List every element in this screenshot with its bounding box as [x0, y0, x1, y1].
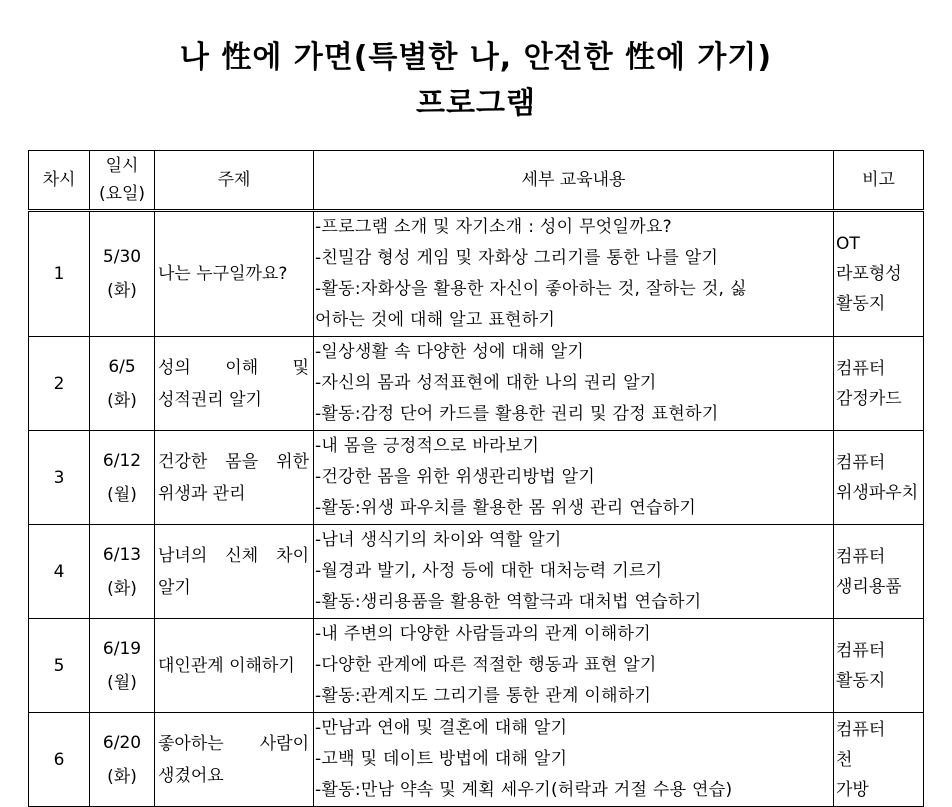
note-line: 생리용품: [836, 576, 902, 597]
document-title: 나 性에 가면(특별한 나, 안전한 性에 가기): [179, 40, 773, 75]
detail-line: -활동:생리용품을 활용한 역할극과 대처법 연습하기: [315, 592, 702, 612]
note-line: 위생파우치: [836, 482, 919, 503]
session-note-cell: [834, 431, 924, 525]
session-topic-cell: [155, 211, 314, 337]
session-detail-cell: [314, 431, 834, 525]
note-line: 활동지: [836, 294, 886, 314]
note-line: 컴퓨터: [836, 358, 886, 379]
session-note-cell: [834, 525, 924, 619]
detail-line: -활동:위생 파우치를 활용한 몸 위생 관리 연습하기: [315, 498, 697, 518]
note-line: OT: [836, 234, 860, 254]
session-date: 6/12: [102, 450, 142, 471]
note-line: 라포형성: [836, 264, 902, 284]
session-date-cell: [90, 211, 155, 337]
session-number: 1: [29, 211, 90, 337]
note-line: 감정카드: [836, 388, 902, 409]
document-subtitle: 프로그램: [416, 86, 536, 121]
detail-line: -친밀감 형성 게임 및 자화상 그리기를 통한 나를 알기: [315, 248, 719, 268]
session-topic-line: 좋아하는 사람이: [158, 733, 309, 754]
session-note-cell: [834, 713, 924, 807]
session-topic-cell: [155, 619, 314, 713]
header-topic: 주제: [155, 151, 314, 211]
session-date-cell: [90, 713, 155, 807]
session-date: 5/30: [102, 247, 142, 267]
session-day: (화): [107, 390, 137, 411]
session-date-cell: [90, 619, 155, 713]
session-day: (화): [107, 766, 137, 787]
note-line: 컴퓨터: [836, 640, 886, 661]
session-detail-cell: [314, 619, 834, 713]
session-day: (화): [107, 281, 137, 301]
detail-line: -활동:만남 약속 및 계획 세우기(허락과 거절 수용 연습): [315, 780, 733, 800]
session-date: 6/13: [102, 544, 142, 565]
table-row: [29, 337, 924, 431]
detail-line: -다양한 관계에 따른 적절한 행동과 표현 알기: [315, 655, 657, 675]
header-date-label: 일시: [105, 156, 139, 176]
session-detail-cell: [314, 211, 834, 337]
table-row: [29, 525, 924, 619]
session-topic-line: 알기: [158, 577, 191, 598]
detail-line: -고백 및 데이트 방법에 대해 알기: [315, 749, 568, 769]
session-date-cell: [90, 525, 155, 619]
header-detail: 세부 교육내용: [314, 151, 834, 211]
header-note: 비고: [834, 151, 924, 211]
note-line: 활동지: [836, 670, 886, 691]
table-row: [29, 713, 924, 807]
session-date: 6/5: [108, 356, 136, 377]
session-date-cell: [90, 337, 155, 431]
detail-line: -건강한 몸을 위한 위생관리방법 알기: [315, 467, 596, 487]
session-date: 6/20: [102, 732, 142, 753]
detail-line: -월경과 발기, 사정 등에 대한 대처능력 기르기: [315, 561, 663, 581]
note-line: 천: [836, 749, 853, 770]
session-topic-line: 남녀의 신체 차이: [158, 545, 309, 566]
session-topic-cell: [155, 525, 314, 619]
session-topic-line: 생겼어요: [158, 765, 224, 786]
table-header-row: [29, 151, 924, 211]
table-row: [29, 431, 924, 525]
session-detail-cell: [314, 337, 834, 431]
detail-line: -활동:감정 단어 카드를 활용한 권리 및 감정 표현하기: [315, 404, 719, 424]
session-date: 6/19: [102, 638, 142, 659]
program-table-body: [29, 211, 924, 807]
note-line: 가방: [836, 779, 869, 800]
session-topic-line: 대인관계 이해하기: [158, 655, 295, 676]
session-topic-cell: [155, 431, 314, 525]
session-date-cell: [90, 431, 155, 525]
note-line: 컴퓨터: [836, 719, 886, 740]
detail-line: -만남과 연애 및 결혼에 대해 알기: [315, 718, 568, 738]
session-number: 4: [29, 525, 90, 619]
note-line: 컴퓨터: [836, 546, 886, 567]
table-row: [29, 211, 924, 337]
detail-line: -자신의 몸과 성적표현에 대한 나의 권리 알기: [315, 373, 657, 393]
session-number: 2: [29, 337, 90, 431]
table-row: [29, 619, 924, 713]
detail-line: -일상생활 속 다양한 성에 대해 알기: [315, 342, 585, 362]
session-detail-cell: [314, 713, 834, 807]
session-topic-line: 건강한 몸을 위한: [158, 451, 309, 472]
session-detail-cell: [314, 525, 834, 619]
session-note-cell: [834, 619, 924, 713]
header-day-label: (요일): [98, 184, 146, 204]
detail-line: -남녀 생식기의 차이와 역할 알기: [315, 530, 562, 550]
session-number: 6: [29, 713, 90, 807]
session-topic-line: 성적권리 알기: [158, 389, 262, 410]
session-topic-cell: [155, 337, 314, 431]
session-topic-line: 나는 누구일까요?: [158, 264, 288, 284]
session-day: (월): [107, 672, 137, 693]
note-line: 컴퓨터: [836, 452, 886, 473]
session-topic-line: 위생과 관리: [158, 483, 246, 504]
session-note-cell: [834, 337, 924, 431]
detail-line: -내 몸을 긍정적으로 바라보기: [315, 436, 540, 456]
session-day: (월): [107, 484, 137, 505]
header-date: [90, 151, 155, 211]
session-day: (화): [107, 578, 137, 599]
session-note-cell: [834, 211, 924, 337]
session-topic-line: 성의 이해 및: [158, 357, 309, 378]
detail-line: -내 주변의 다양한 사람들과의 관계 이해하기: [315, 624, 651, 644]
detail-line: -활동:자화상을 활용한 자신이 좋아하는 것, 잘하는 것, 싫: [315, 279, 747, 299]
detail-line: -활동:관계지도 그리기를 통한 관계 이해하기: [315, 686, 652, 706]
program-table: [28, 150, 924, 807]
session-number: 3: [29, 431, 90, 525]
detail-line: 어하는 것에 대해 알고 표현하기: [315, 310, 556, 330]
session-number: 5: [29, 619, 90, 713]
session-topic-cell: [155, 713, 314, 807]
header-session: 차시: [29, 151, 90, 211]
detail-line: -프로그램 소개 및 자기소개 : 성이 무엇일까요?: [315, 217, 673, 237]
